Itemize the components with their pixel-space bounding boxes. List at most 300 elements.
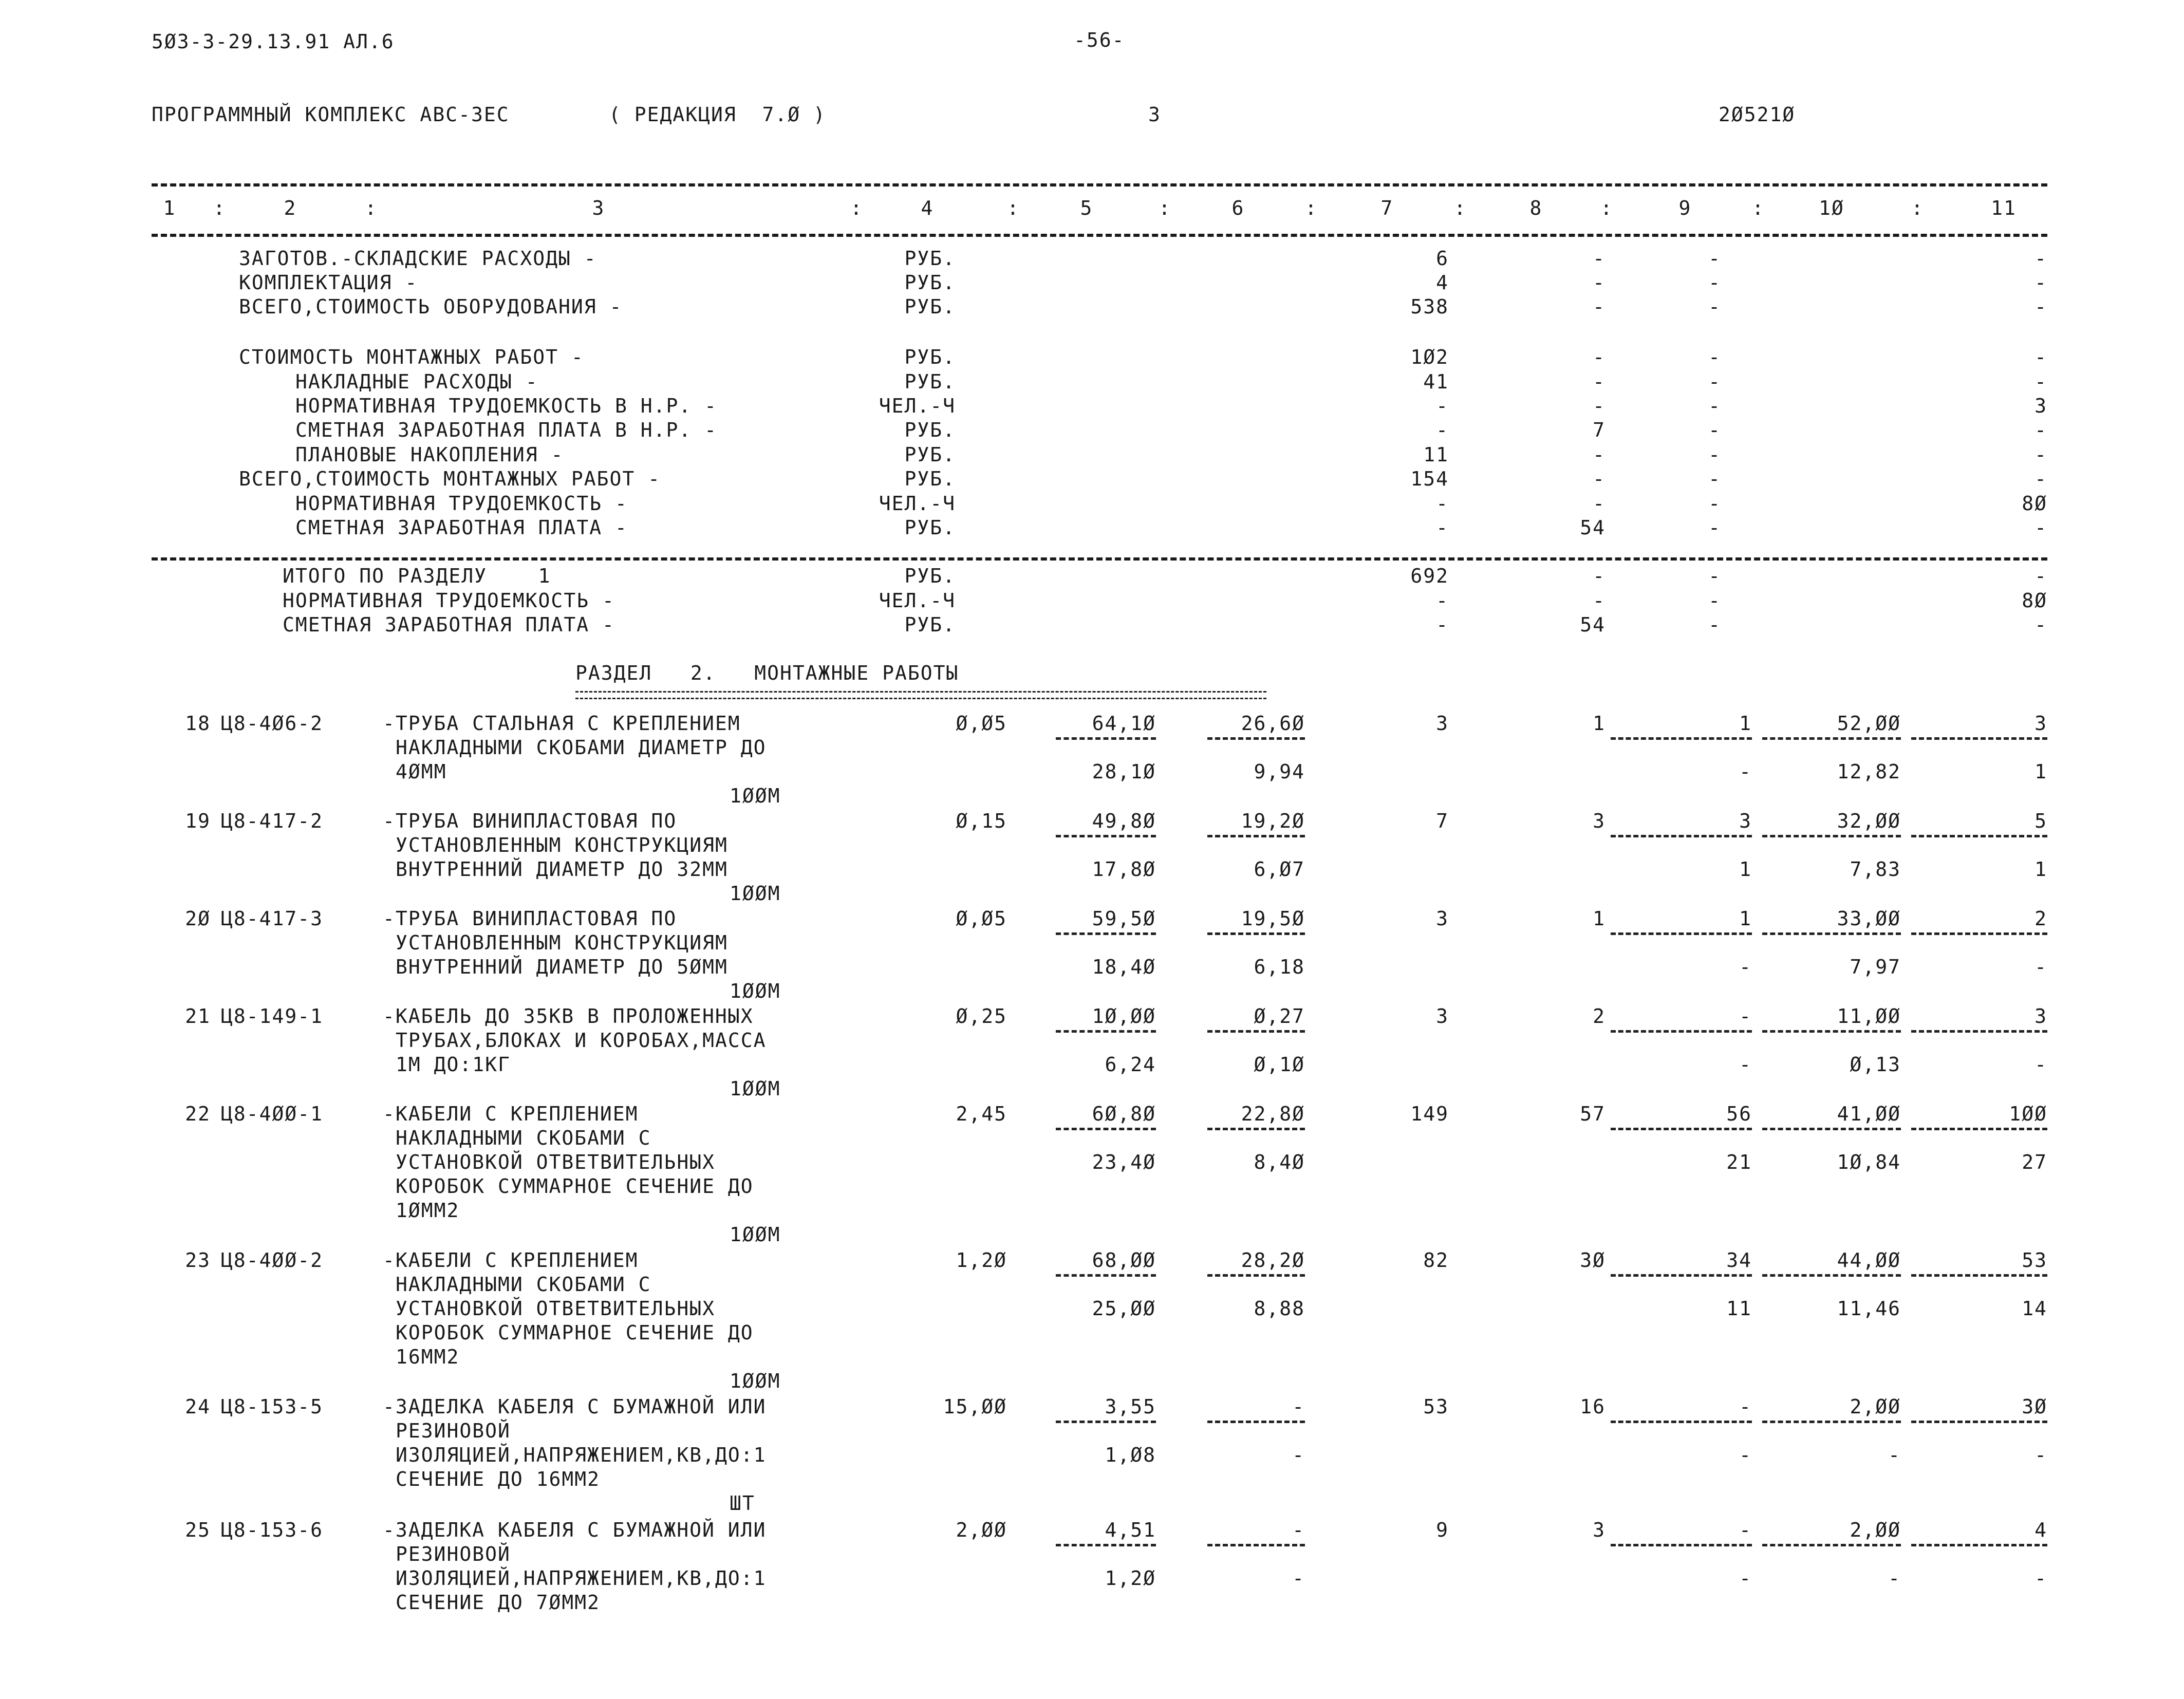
total-label: СМЕТНАЯ ЗАРАБОТНАЯ ПЛАТА - [283,613,615,636]
summary-col9: - [1708,492,1721,515]
item-description-line: -ТРУБА СТАЛЬНАЯ С КРЕПЛЕНИЕМ [383,712,741,735]
fraction-line [1611,1421,1752,1423]
item-col9: - [1739,1395,1752,1418]
total-col11: 8Ø [2022,589,2047,612]
item-description-line: РЕЗИНОВОЙ [396,1420,511,1442]
item-col9-lower: - [1739,956,1752,978]
total-col9: - [1708,613,1721,636]
item-col11-lower: 1 [2034,858,2047,881]
summary-col8: - [1593,395,1606,417]
fraction-line [1762,1544,1901,1546]
summary-col11: 8Ø [2022,492,2047,515]
item-wage-price: 28,2Ø [1241,1249,1305,1272]
total-col9: - [1708,589,1721,612]
fraction-line [1911,932,2047,935]
item-wage-price: - [1292,1395,1305,1418]
header-rule-bottom [152,234,2047,237]
item-total-cost: 3 [1436,712,1449,735]
fraction-line [1762,1421,1901,1423]
item-col10: 2,ØØ [1850,1519,1901,1541]
summary-col7: - [1436,516,1449,539]
summary-label: НОРМАТИВНАЯ ТРУДОЕМКОСТЬ - [295,492,628,515]
item-wage-price-lower: 8,88 [1254,1297,1305,1320]
summary-col7: 41 [1423,370,1449,393]
summary-label: СТОИМОСТЬ МОНТАЖНЫХ РАБОТ - [239,346,584,368]
summary-col11: - [2034,516,2047,539]
subtotal-rule [152,557,2047,561]
item-col11-lower: - [2034,1053,2047,1076]
document-number: 2Ø521Ø [1719,103,1796,126]
item-description-line: НАКЛАДНЫМИ СКОБАМИ С [396,1273,651,1296]
item-col11: 53 [2022,1249,2047,1272]
item-wage-price: 19,2Ø [1241,810,1305,832]
total-col11: - [2034,613,2047,636]
column-number: 1 [163,197,176,219]
item-code: Ц8-4ØØ-2 [221,1249,324,1272]
item-description-line: СЕЧЕНИЕ ДО 7ØММ2 [396,1591,601,1614]
fraction-line [1056,835,1156,837]
item-col10-lower: 7,83 [1850,858,1901,881]
column-separator: : [1600,197,1613,219]
item-total-cost: 3 [1436,907,1449,930]
summary-col11: - [2034,419,2047,441]
column-number: 1Ø [1819,197,1844,219]
item-col10: 11,ØØ [1837,1005,1901,1028]
item-unit-price: 64,1Ø [1092,712,1156,735]
item-quantity: 15,ØØ [943,1395,1007,1418]
item-description-line: ВНУТРЕННИЙ ДИАМЕТР ДО 32ММ [396,858,728,881]
item-total-wage: 1 [1593,907,1606,930]
fraction-line [1611,737,1752,740]
item-code: Ц8-417-3 [221,907,324,930]
item-col9-lower: 11 [1726,1297,1752,1320]
item-description-line: ВНУТРЕННИЙ ДИАМЕТР ДО 5ØММ [396,956,728,978]
item-col11-lower: - [2034,1444,2047,1466]
item-wage-price: Ø,27 [1254,1005,1305,1028]
fraction-line [1611,932,1752,935]
fraction-line [1611,1128,1752,1130]
item-description-line: УСТАНОВЛЕННЫМ КОНСТРУКЦИЯМ [396,834,728,856]
item-col11: 4 [2034,1519,2047,1541]
fraction-line [1056,1274,1156,1277]
item-wage-price-lower: 8,4Ø [1254,1151,1305,1173]
fraction-line [1611,1274,1752,1277]
summary-col11: - [2034,247,2047,270]
item-unit-price-lower: 25,ØØ [1092,1297,1156,1320]
item-col10: 44,ØØ [1837,1249,1901,1272]
column-separator: : [1305,197,1318,219]
item-col10-lower: Ø,13 [1850,1053,1901,1076]
item-total-cost: 7 [1436,810,1449,832]
summary-unit: РУБ. [904,295,956,318]
summary-col7: 154 [1410,468,1449,490]
column-number: 5 [1080,197,1093,219]
item-total-wage: 3Ø [1580,1249,1606,1272]
column-number: 4 [921,197,934,219]
summary-unit: РУБ. [904,370,956,393]
item-code: Ц8-153-6 [221,1519,324,1541]
fraction-line [1207,835,1305,837]
item-col10: 2,ØØ [1850,1395,1901,1418]
total-label: ИТОГО ПО РАЗДЕЛУ 1 [283,565,551,587]
summary-label: ПЛАНОВЫЕ НАКОПЛЕНИЯ - [295,443,564,466]
column-number: 9 [1678,197,1692,219]
item-unit: 1ØØМ [730,1223,781,1246]
item-description-line: -ЗАДЕЛКА КАБЕЛЯ С БУМАЖНОЙ ИЛИ [383,1519,767,1541]
summary-col9: - [1708,419,1721,441]
item-total-wage: 1 [1593,712,1606,735]
item-wage-price: 22,8Ø [1241,1103,1305,1125]
summary-col11: - [2034,346,2047,368]
item-quantity: Ø,Ø5 [956,712,1007,735]
column-separator: : [1454,197,1467,219]
item-total-cost: 149 [1410,1103,1449,1125]
total-label: НОРМАТИВНАЯ ТРУДОЕМКОСТЬ - [283,589,615,612]
fraction-line [1762,737,1901,740]
fraction-line [1056,1544,1156,1546]
fraction-line [1207,1421,1305,1423]
item-quantity: 1,2Ø [956,1249,1007,1272]
item-col11: 3 [2034,1005,2047,1028]
summary-label: ЗАГОТОВ.-СКЛАДСКИЕ РАСХОДЫ - [239,247,597,270]
fraction-line [1911,1030,2047,1033]
item-total-cost: 3 [1436,1005,1449,1028]
fraction-line [1911,1544,2047,1546]
item-unit-price: 6Ø,8Ø [1092,1103,1156,1125]
item-description-line: -ТРУБА ВИНИПЛАСТОВАЯ ПО [383,810,677,832]
item-col11-lower: - [2034,1567,2047,1590]
summary-col11: - [2034,271,2047,294]
item-unit-price-lower: 1,2Ø [1105,1567,1156,1590]
item-unit-price-lower: 18,4Ø [1092,956,1156,978]
item-number: 2Ø [185,907,211,930]
column-separator: : [1159,197,1171,219]
item-col10-lower: 1Ø,84 [1837,1151,1901,1173]
summary-col8: 7 [1593,419,1606,441]
fraction-line [1762,1030,1901,1033]
item-wage-price-lower: 9,94 [1254,760,1305,783]
sheet-number: 3 [1148,103,1161,126]
item-col10: 32,ØØ [1837,810,1901,832]
item-col9-lower: - [1739,760,1752,783]
item-col10: 52,ØØ [1837,712,1901,735]
item-description-line: НАКЛАДНЫМИ СКОБАМИ ДИАМЕТР ДО [396,736,767,759]
fraction-line [1056,1128,1156,1130]
summary-unit: РУБ. [904,346,956,368]
item-wage-price: 19,5Ø [1241,907,1305,930]
summary-label: КОМПЛЕКТАЦИЯ - [239,271,418,294]
summary-col9: - [1708,443,1721,466]
item-unit: 1ØØМ [730,882,781,905]
fraction-line [1056,737,1156,740]
item-code: Ц8-4Ø6-2 [221,712,324,735]
item-col11: 1ØØ [2009,1103,2047,1125]
item-description-line: ИЗОЛЯЦИЕЙ,НАПРЯЖЕНИЕМ,КВ,ДО:1 [396,1444,767,1466]
item-description-line: -КАБЕЛЬ ДО 35КВ В ПРОЛОЖЕННЫХ [383,1005,754,1028]
column-separator: : [365,197,378,219]
summary-col9: - [1708,468,1721,490]
item-col9: 56 [1726,1103,1752,1125]
fraction-line [1056,932,1156,935]
item-description-line: КОРОБОК СУММАРНОЕ СЕЧЕНИЕ ДО [396,1175,754,1198]
item-col10-lower: - [1888,1444,1901,1466]
program-edition: ( РЕДАКЦИЯ 7.Ø ) [609,103,826,126]
item-total-wage: 57 [1580,1103,1606,1125]
item-col9-lower: 21 [1726,1151,1752,1173]
item-col11-lower: 14 [2022,1297,2047,1320]
summary-unit: РУБ. [904,468,956,490]
item-total-wage: 3 [1593,810,1606,832]
fraction-line [1207,1030,1305,1033]
item-unit-price-lower: 23,4Ø [1092,1151,1156,1173]
total-col7: - [1436,613,1449,636]
item-code: Ц8-417-2 [221,810,324,832]
summary-col7: - [1436,492,1449,515]
item-col11: 3 [2034,712,2047,735]
item-col9-lower: - [1739,1444,1752,1466]
summary-col9: - [1708,395,1721,417]
column-number: 3 [592,197,605,219]
item-code: Ц8-149-1 [221,1005,324,1028]
column-number: 11 [1991,197,2017,219]
item-col11-lower: - [2034,956,2047,978]
summary-unit: РУБ. [904,419,956,441]
column-separator: : [1752,197,1765,219]
item-col11: 3Ø [2022,1395,2047,1418]
item-col11-lower: 1 [2034,760,2047,783]
item-quantity: 2,ØØ [956,1519,1007,1541]
summary-col9: - [1708,516,1721,539]
summary-label: НОРМАТИВНАЯ ТРУДОЕМКОСТЬ В Н.Р. - [295,395,717,417]
item-wage-price-lower: 6,Ø7 [1254,858,1305,881]
fraction-line [1611,1030,1752,1033]
item-description-line: УСТАНОВЛЕННЫМ КОНСТРУКЦИЯМ [396,931,728,954]
item-col9: - [1739,1005,1752,1028]
item-total-wage: 16 [1580,1395,1606,1418]
item-number: 24 [185,1395,211,1418]
column-separator: : [850,197,863,219]
summary-col7: 538 [1410,295,1449,318]
item-description-line: 16ММ2 [396,1346,460,1368]
summary-label: ВСЕГО,СТОИМОСТЬ МОНТАЖНЫХ РАБОТ - [239,468,661,490]
item-description-line: ТРУБАХ,БЛОКАХ И КОРОБАХ,МАССА [396,1029,767,1052]
item-number: 21 [185,1005,211,1028]
summary-col9: - [1708,370,1721,393]
column-number: 7 [1380,197,1394,219]
item-col9: - [1739,1519,1752,1541]
document-code: 5Ø3-3-29.13.91 АЛ.6 [152,30,395,53]
summary-label: НАКЛАДНЫЕ РАСХОДЫ - [295,370,538,393]
item-total-cost: 9 [1436,1519,1449,1541]
fraction-line [1911,737,2047,740]
item-unit-price-lower: 17,8Ø [1092,858,1156,881]
summary-unit: РУБ. [904,516,956,539]
item-col10-lower: - [1888,1567,1901,1590]
summary-col7: - [1436,419,1449,441]
column-separator: : [213,197,226,219]
summary-col7: 11 [1423,443,1449,466]
item-description-line: -ТРУБА ВИНИПЛАСТОВАЯ ПО [383,907,677,930]
summary-unit: ЧЕЛ.-Ч [879,492,956,515]
item-number: 18 [185,712,211,735]
fraction-line [1911,1421,2047,1423]
total-col8: - [1593,565,1606,587]
item-number: 23 [185,1249,211,1272]
fraction-line [1911,835,2047,837]
summary-col8: 54 [1580,516,1606,539]
section-title: РАЗДЕЛ 2. МОНТАЖНЫЕ РАБОТЫ [575,662,959,684]
fraction-line [1207,1544,1305,1546]
item-description-line: -КАБЕЛИ С КРЕПЛЕНИЕМ [383,1249,639,1272]
item-col9: 1 [1739,712,1752,735]
item-unit: 1ØØМ [730,1370,781,1392]
item-col11: 5 [2034,810,2047,832]
fraction-line [1762,1128,1901,1130]
summary-unit: ЧЕЛ.-Ч [879,395,956,417]
total-unit: РУБ. [904,613,956,636]
fraction-line [1611,835,1752,837]
fraction-line [1762,1274,1901,1277]
item-col9-lower: 1 [1739,858,1752,881]
summary-col11: - [2034,295,2047,318]
summary-col9: - [1708,295,1721,318]
section-title-underline [575,691,1266,699]
fraction-line [1762,835,1901,837]
summary-col11: - [2034,468,2047,490]
item-wage-price: - [1292,1519,1305,1541]
item-description-line: 4ØММ [396,760,447,783]
summary-col7: 1Ø2 [1410,346,1449,368]
total-col7: 692 [1410,565,1449,587]
summary-col11: - [2034,443,2047,466]
item-col11-lower: 27 [2022,1151,2047,1173]
fraction-line [1911,1128,2047,1130]
item-col9-lower: - [1739,1567,1752,1590]
item-unit-price: 59,5Ø [1092,907,1156,930]
total-col8: - [1593,589,1606,612]
summary-col8: - [1593,443,1606,466]
summary-col7: - [1436,395,1449,417]
item-description-line: УСТАНОВКОЙ ОТВЕТВИТЕЛЬНЫХ [396,1151,715,1173]
item-description-line: 1ØММ2 [396,1199,460,1222]
item-wage-price: 26,6Ø [1241,712,1305,735]
summary-label: СМЕТНАЯ ЗАРАБОТНАЯ ПЛАТА В Н.Р. - [295,419,717,441]
fraction-line [1207,1128,1305,1130]
summary-unit: РУБ. [904,271,956,294]
item-unit-price-lower: 1,Ø8 [1105,1444,1156,1466]
item-col9: 3 [1739,810,1752,832]
item-unit-price-lower: 6,24 [1105,1053,1156,1076]
item-col10-lower: 11,46 [1837,1297,1901,1320]
item-unit-price-lower: 28,1Ø [1092,760,1156,783]
fraction-line [1207,1274,1305,1277]
summary-label: СМЕТНАЯ ЗАРАБОТНАЯ ПЛАТА - [295,516,628,539]
item-col10: 33,ØØ [1837,907,1901,930]
item-number: 22 [185,1103,211,1125]
summary-unit: РУБ. [904,443,956,466]
item-unit: 1ØØМ [730,1077,781,1100]
column-separator: : [1007,197,1020,219]
fraction-line [1911,1274,2047,1277]
total-col11: - [2034,565,2047,587]
item-unit-price: 1Ø,ØØ [1092,1005,1156,1028]
summary-col9: - [1708,247,1721,270]
item-col9: 34 [1726,1249,1752,1272]
item-description-line: КОРОБОК СУММАРНОЕ СЕЧЕНИЕ ДО [396,1321,754,1344]
item-description-line: -КАБЕЛИ С КРЕПЛЕНИЕМ [383,1103,639,1125]
total-col7: - [1436,589,1449,612]
summary-col9: - [1708,346,1721,368]
item-wage-price-lower: 6,18 [1254,956,1305,978]
item-total-wage: 2 [1593,1005,1606,1028]
item-unit-price: 49,8Ø [1092,810,1156,832]
fraction-line [1207,737,1305,740]
item-unit: ШТ [730,1492,755,1515]
summary-col11: - [2034,370,2047,393]
summary-col7: 6 [1436,247,1449,270]
summary-col8: - [1593,247,1606,270]
summary-unit: РУБ. [904,247,956,270]
item-description-line: ИЗОЛЯЦИЕЙ,НАПРЯЖЕНИЕМ,КВ,ДО:1 [396,1567,767,1590]
summary-col9: - [1708,271,1721,294]
item-description-line: СЕЧЕНИЕ ДО 16ММ2 [396,1468,601,1490]
fraction-line [1611,1544,1752,1546]
summary-col7: 4 [1436,271,1449,294]
item-wage-price-lower: - [1292,1444,1305,1466]
item-number: 25 [185,1519,211,1541]
column-number: 8 [1529,197,1543,219]
total-unit: РУБ. [904,565,956,587]
column-separator: : [1911,197,1924,219]
item-description-line: -ЗАДЕЛКА КАБЕЛЯ С БУМАЖНОЙ ИЛИ [383,1395,767,1418]
summary-col8: - [1593,271,1606,294]
summary-col8: - [1593,492,1606,515]
item-wage-price-lower: - [1292,1567,1305,1590]
column-number: 2 [284,197,297,219]
summary-col8: - [1593,346,1606,368]
item-description-line: НАКЛАДНЫМИ СКОБАМИ С [396,1127,651,1149]
total-col8: 54 [1580,613,1606,636]
item-col10: 41,ØØ [1837,1103,1901,1125]
item-unit-price: 68,ØØ [1092,1249,1156,1272]
fraction-line [1056,1030,1156,1033]
fraction-line [1056,1421,1156,1423]
item-description-line: УСТАНОВКОЙ ОТВЕТВИТЕЛЬНЫХ [396,1297,715,1320]
item-col11: 2 [2034,907,2047,930]
item-description-line: 1М ДО:1КГ [396,1053,511,1076]
item-col9: 1 [1739,907,1752,930]
summary-col8: - [1593,295,1606,318]
summary-col8: - [1593,468,1606,490]
item-code: Ц8-153-5 [221,1395,324,1418]
item-unit-price: 3,55 [1105,1395,1156,1418]
item-total-cost: 53 [1423,1395,1449,1418]
total-unit: ЧЕЛ.-Ч [879,589,956,612]
item-total-cost: 82 [1423,1249,1449,1272]
item-total-wage: 3 [1593,1519,1606,1541]
total-col9: - [1708,565,1721,587]
program-name: ПРОГРАММНЫЙ КОМПЛЕКС АВС-ЗЕС [152,103,510,126]
item-wage-price-lower: Ø,1Ø [1254,1053,1305,1076]
item-number: 19 [185,810,211,832]
fraction-line [1207,932,1305,935]
item-code: Ц8-4ØØ-1 [221,1103,324,1125]
summary-label: ВСЕГО,СТОИМОСТЬ ОБОРУДОВАНИЯ - [239,295,623,318]
item-unit: 1ØØМ [730,785,781,807]
item-col10-lower: 12,82 [1837,760,1901,783]
item-quantity: Ø,15 [956,810,1007,832]
item-unit: 1ØØМ [730,980,781,1002]
